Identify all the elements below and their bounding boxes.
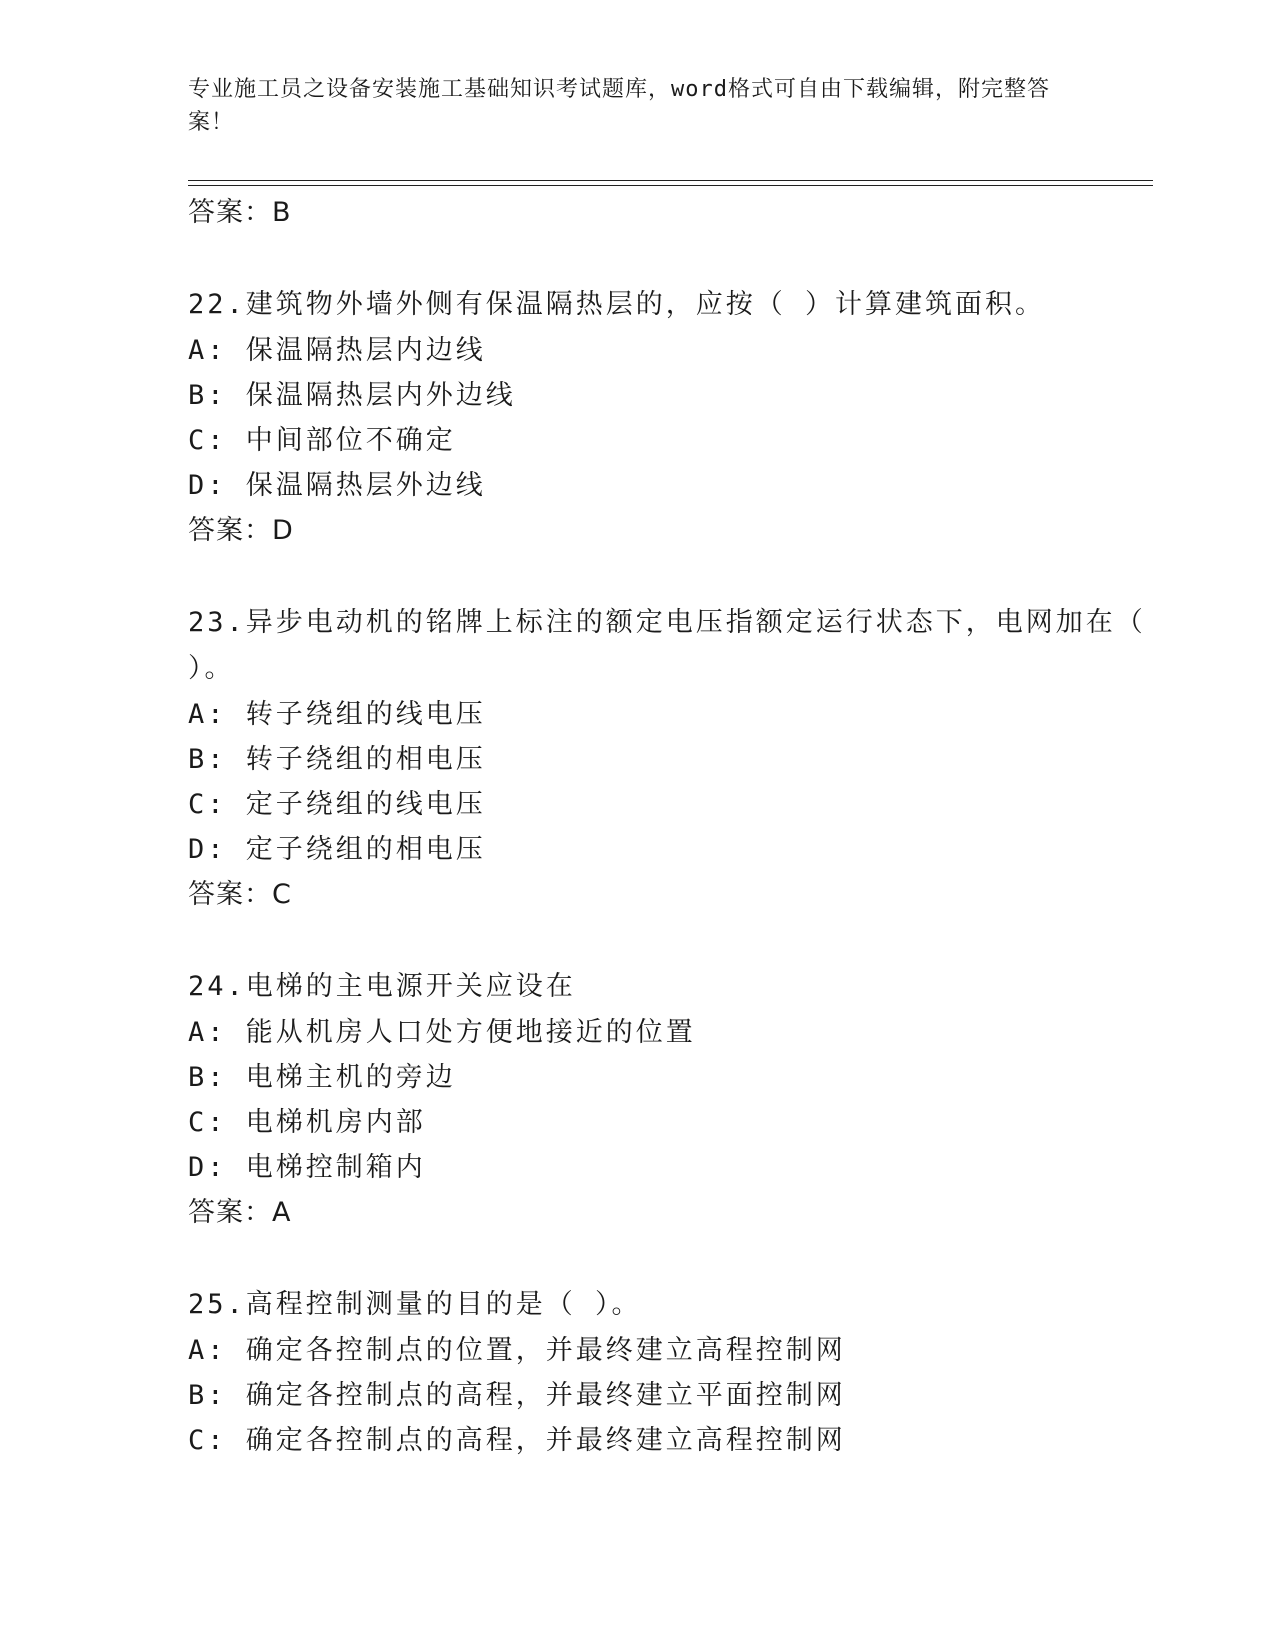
question-stem: 25.高程控制测量的目的是（ ）。	[188, 1289, 642, 1320]
option-d: D: 电梯控制箱内	[188, 1152, 426, 1183]
answer-line: 答案：B	[188, 197, 292, 228]
question-24	[188, 964, 1148, 1235]
option-a: A: 保温隔热层内边线	[188, 335, 486, 366]
question-stem: 22.建筑物外墙外侧有保温隔热层的，应按（ ）计算建筑面积。	[188, 289, 1046, 320]
option-a: A: 确定各控制点的位置，并最终建立高程控制网	[188, 1335, 846, 1366]
answer-line: 答案：D	[188, 515, 294, 546]
option-b: B: 电梯主机的旁边	[188, 1062, 456, 1093]
option-d: D: 定子绕组的相电压	[188, 834, 486, 865]
document-header: 专业施工员之设备安装施工基础知识考试题库，word格式可自由下载编辑，附完整答案！	[188, 77, 1050, 135]
option-c: C: 定子绕组的线电压	[188, 789, 486, 820]
option-c: C: 电梯机房内部	[188, 1107, 426, 1138]
option-b: B: 保温隔热层内外边线	[188, 380, 516, 411]
question-23	[188, 600, 1148, 917]
option-b: B: 转子绕组的相电压	[188, 744, 486, 775]
header-divider-top	[188, 180, 1153, 181]
option-d: D: 保温隔热层外边线	[188, 470, 486, 501]
option-c: C: 确定各控制点的高程，并最终建立高程控制网	[188, 1425, 846, 1456]
question-22	[188, 282, 1148, 553]
question-25	[188, 1282, 1148, 1463]
option-a: A: 能从机房人口处方便地接近的位置	[188, 1017, 696, 1048]
option-b: B: 确定各控制点的高程，并最终建立平面控制网	[188, 1380, 846, 1411]
option-c: C: 中间部位不确定	[188, 425, 456, 456]
question-stem: 23.异步电动机的铭牌上标注的额定电压指额定运行状态下，电网加在（ ）。	[188, 607, 1146, 684]
question-stem: 24.电梯的主电源开关应设在	[188, 971, 576, 1002]
answer-line: 答案：C	[188, 879, 292, 910]
option-a: A: 转子绕组的线电压	[188, 699, 486, 730]
header-divider-bottom	[188, 185, 1153, 186]
answer-line: 答案：A	[188, 1197, 292, 1228]
question-list	[188, 190, 1148, 1463]
